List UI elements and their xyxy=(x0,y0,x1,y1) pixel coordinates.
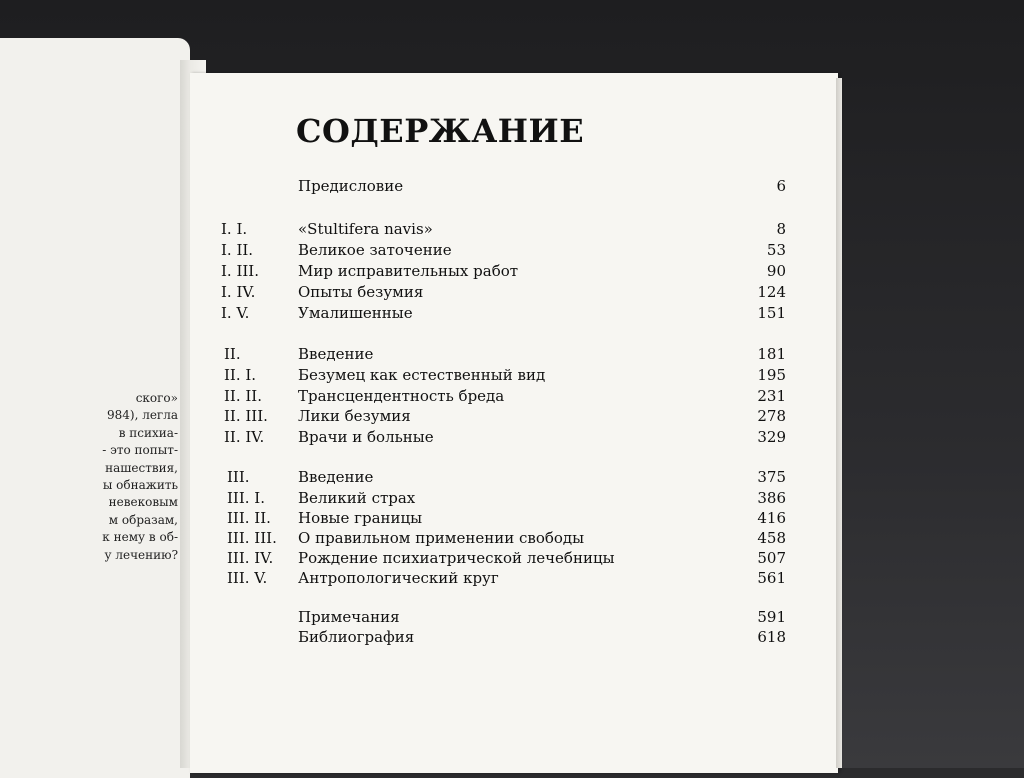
toc-row xyxy=(0,607,1024,627)
toc-row xyxy=(0,467,1024,487)
toc-title: Примечания xyxy=(298,608,400,626)
toc-title: Рождение психиатрической лечебницы xyxy=(298,549,615,567)
toc-number: III. II. xyxy=(227,509,271,527)
toc-row xyxy=(0,365,1024,385)
left-line: м образам, xyxy=(108,512,178,527)
left-line: нашествия, xyxy=(105,460,178,475)
toc-title: Новые границы xyxy=(298,509,423,527)
left-line: к нему в об- xyxy=(102,530,178,545)
toc-number: III. III. xyxy=(227,529,277,547)
left-line: ы обнажить xyxy=(102,478,178,493)
toc-number: III. I. xyxy=(227,489,266,507)
left-line: - это попыт- xyxy=(102,443,178,458)
toc-row xyxy=(0,240,1024,260)
toc-page-number: 507 xyxy=(757,549,786,567)
toc-page-number: 231 xyxy=(757,387,786,405)
toc-page-number: 618 xyxy=(757,628,786,646)
left-line: ского» xyxy=(135,391,178,405)
toc-title: Безумец как естественный вид xyxy=(298,366,546,384)
toc-title: Введение xyxy=(298,345,374,363)
toc-number: II. II. xyxy=(224,387,263,405)
toc-page-number: 591 xyxy=(757,608,786,626)
toc-row xyxy=(0,627,1024,647)
toc-number: III. V. xyxy=(227,569,268,587)
toc-number: I. I. xyxy=(221,220,248,238)
toc-number: II. xyxy=(224,345,241,363)
toc-page-number: 8 xyxy=(776,220,786,238)
toc-row xyxy=(0,568,1024,588)
toc-page-number: 329 xyxy=(757,428,786,446)
toc-title: Мир исправительных работ xyxy=(298,262,519,280)
toc-row xyxy=(0,488,1024,508)
toc-row xyxy=(0,528,1024,548)
toc-number: III. xyxy=(227,468,250,486)
toc-number: I. II. xyxy=(221,241,254,259)
toc-number: III. IV. xyxy=(227,549,274,567)
toc-page-number: 195 xyxy=(757,366,786,384)
toc-page-number: 561 xyxy=(757,569,786,587)
toc-title: Опыты безумия xyxy=(298,283,424,301)
left-line: в психиа- xyxy=(118,425,178,440)
toc-page-number: 278 xyxy=(757,407,786,425)
toc-row xyxy=(0,261,1024,281)
toc-row xyxy=(0,406,1024,426)
toc-row xyxy=(0,344,1024,364)
toc-title: Врачи и больные xyxy=(298,428,434,446)
toc-page-number: 416 xyxy=(757,509,786,527)
toc-row xyxy=(0,219,1024,239)
toc-page-number: 6 xyxy=(776,177,786,195)
toc-page-number: 90 xyxy=(766,262,786,280)
toc-page-number: 151 xyxy=(757,304,786,322)
toc-title: Умалишенные xyxy=(298,304,413,322)
toc-title: Лики безумия xyxy=(298,407,411,425)
toc-title: Введение xyxy=(298,468,374,486)
left-line: у лечению? xyxy=(104,547,178,562)
toc-page-number: 53 xyxy=(766,241,786,259)
toc-page-number: 458 xyxy=(757,529,786,547)
toc-row xyxy=(0,282,1024,302)
toc-number: I. V. xyxy=(221,304,250,322)
left-line: невековым xyxy=(108,495,178,510)
toc-row xyxy=(0,548,1024,568)
toc-title: «Stultifera navis» xyxy=(298,220,433,238)
toc-title: Антропологический круг xyxy=(298,569,499,587)
toc-row xyxy=(0,176,1024,196)
toc-row xyxy=(0,508,1024,528)
toc-number: I. III. xyxy=(221,262,260,280)
page-title: СОДЕРЖАНИЕ xyxy=(296,112,585,150)
toc-title: Предисловие xyxy=(298,177,404,195)
toc-number: I. IV. xyxy=(221,283,256,301)
left-line: 984), легла xyxy=(106,408,178,423)
toc-row xyxy=(0,386,1024,406)
toc-page-number: 386 xyxy=(757,489,786,507)
toc-title: Трансцендентность бреда xyxy=(298,387,505,405)
toc-page-number: 124 xyxy=(757,283,786,301)
toc-number: II. I. xyxy=(224,366,257,384)
toc-title: О правильном применении свободы xyxy=(298,529,585,547)
toc-title: Великий страх xyxy=(298,489,416,507)
toc-page-number: 375 xyxy=(757,468,786,486)
toc-title: Библиография xyxy=(298,628,415,646)
toc-number: II. III. xyxy=(224,407,268,425)
toc-row xyxy=(0,303,1024,323)
toc-page-number: 181 xyxy=(757,345,786,363)
toc-row xyxy=(0,427,1024,447)
toc-title: Великое заточение xyxy=(298,241,452,259)
toc-number: II. IV. xyxy=(224,428,265,446)
